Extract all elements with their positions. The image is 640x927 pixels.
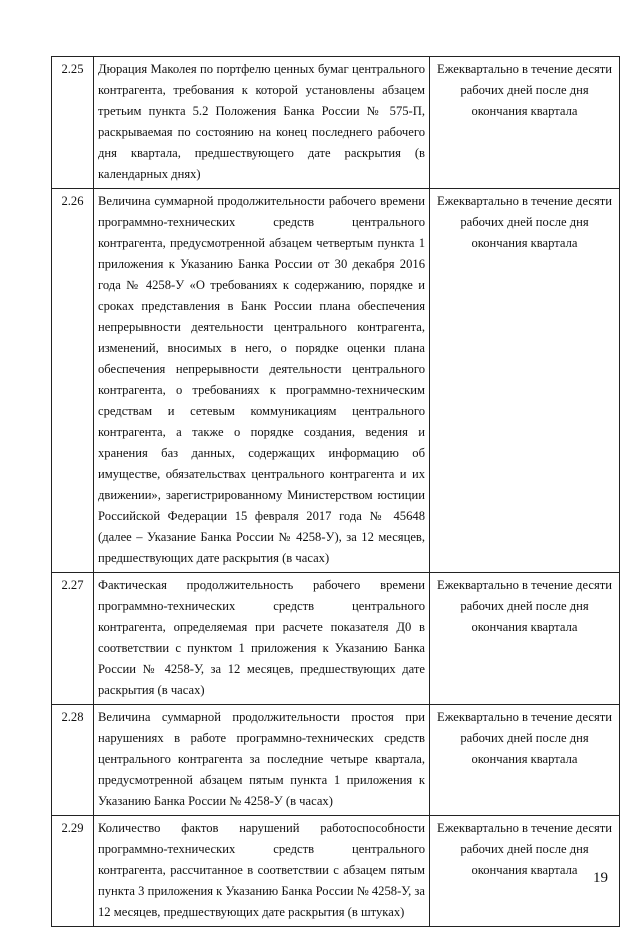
row-number: 2.25 <box>52 57 94 189</box>
page-number: 19 <box>593 870 608 886</box>
row-description: Дюрация Маколея по портфелю ценных бумаг центрального контрагента, требования к которой установлены абзацем третьим пункта 5.2 Положения Банка России № 575-П, раскрываемая по состоянию на конец последнего рабочего дня квартала, предшествующего дате раскрытия (в календарных днях) <box>94 57 430 189</box>
disclosure-table <box>51 56 620 927</box>
row-period: Ежеквартально в течение десяти рабочих дней после дня окончания квартала <box>430 57 620 189</box>
row-number: 2.27 <box>52 573 94 705</box>
row-period: Ежеквартально в течение десяти рабочих дней после дня окончания квартала <box>430 816 620 927</box>
row-description: Величина суммарной продолжительности рабочего времени программно-технических средств центрального контрагента, предусмотренной абзацем четвертым пункта 1 приложения к Указанию Банка России от 30 декабря 2016 года № 4258-У «О требованиях к содержанию, порядке и сроках представления в Банк России плана обеспечения непрерывности деятельности центрального контрагента, изменений, вносимых в него, о порядке оценки плана обеспечения непрерывности деятельности центрального контрагента, о требованиях к программно-техническим средствам и сетевым коммуникациям центрального контрагента, а также о порядке создания, ведения и хранения баз данных, содержащих информацию об имуществе, обязательствах центрального контрагента и их движении», зарегистрированному Министерством юстиции Российской Федерации 15 февраля 2017 года № 45648 (далее – Указание Банка России № 4258-У), за 12 месяцев, предшествующих дате раскрытия (в часах) <box>94 189 430 573</box>
row-number: 2.28 <box>52 705 94 816</box>
row-period: Ежеквартально в течение десяти рабочих дней после дня окончания квартала <box>430 573 620 705</box>
row-period: Ежеквартально в течение десяти рабочих дней после дня окончания квартала <box>430 189 620 573</box>
row-number: 2.29 <box>52 816 94 927</box>
row-period: Ежеквартально в течение десяти рабочих дней после дня окончания квартала <box>430 705 620 816</box>
table-row <box>52 189 620 573</box>
row-number: 2.26 <box>52 189 94 573</box>
table-row <box>52 705 620 816</box>
row-description: Величина суммарной продолжительности простоя при нарушениях в работе программно-технических средств центрального контрагента за последние четыре квартала, предусмотренной абзацем пятым пункта 1 приложения к Указанию Банка России № 4258-У (в часах) <box>94 705 430 816</box>
table-row <box>52 816 620 927</box>
row-description: Количество фактов нарушений работоспособности программно-технических средств центрального контрагента, рассчитанное в соответствии с абзацем пятым пункта 3 приложения к Указанию Банка России № 4258-У, за 12 месяцев, предшествующих дате раскрытия (в штуках) <box>94 816 430 927</box>
table-row <box>52 573 620 705</box>
row-description: Фактическая продолжительность рабочего времени программно-технических средств центрального контрагента, определяемая при расчете показателя Д0 в соответствии с пунктом 1 приложения к Указанию Банка России № 4258-У, за 12 месяцев, предшествующих дате раскрытия (в часах) <box>94 573 430 705</box>
table-row <box>52 57 620 189</box>
